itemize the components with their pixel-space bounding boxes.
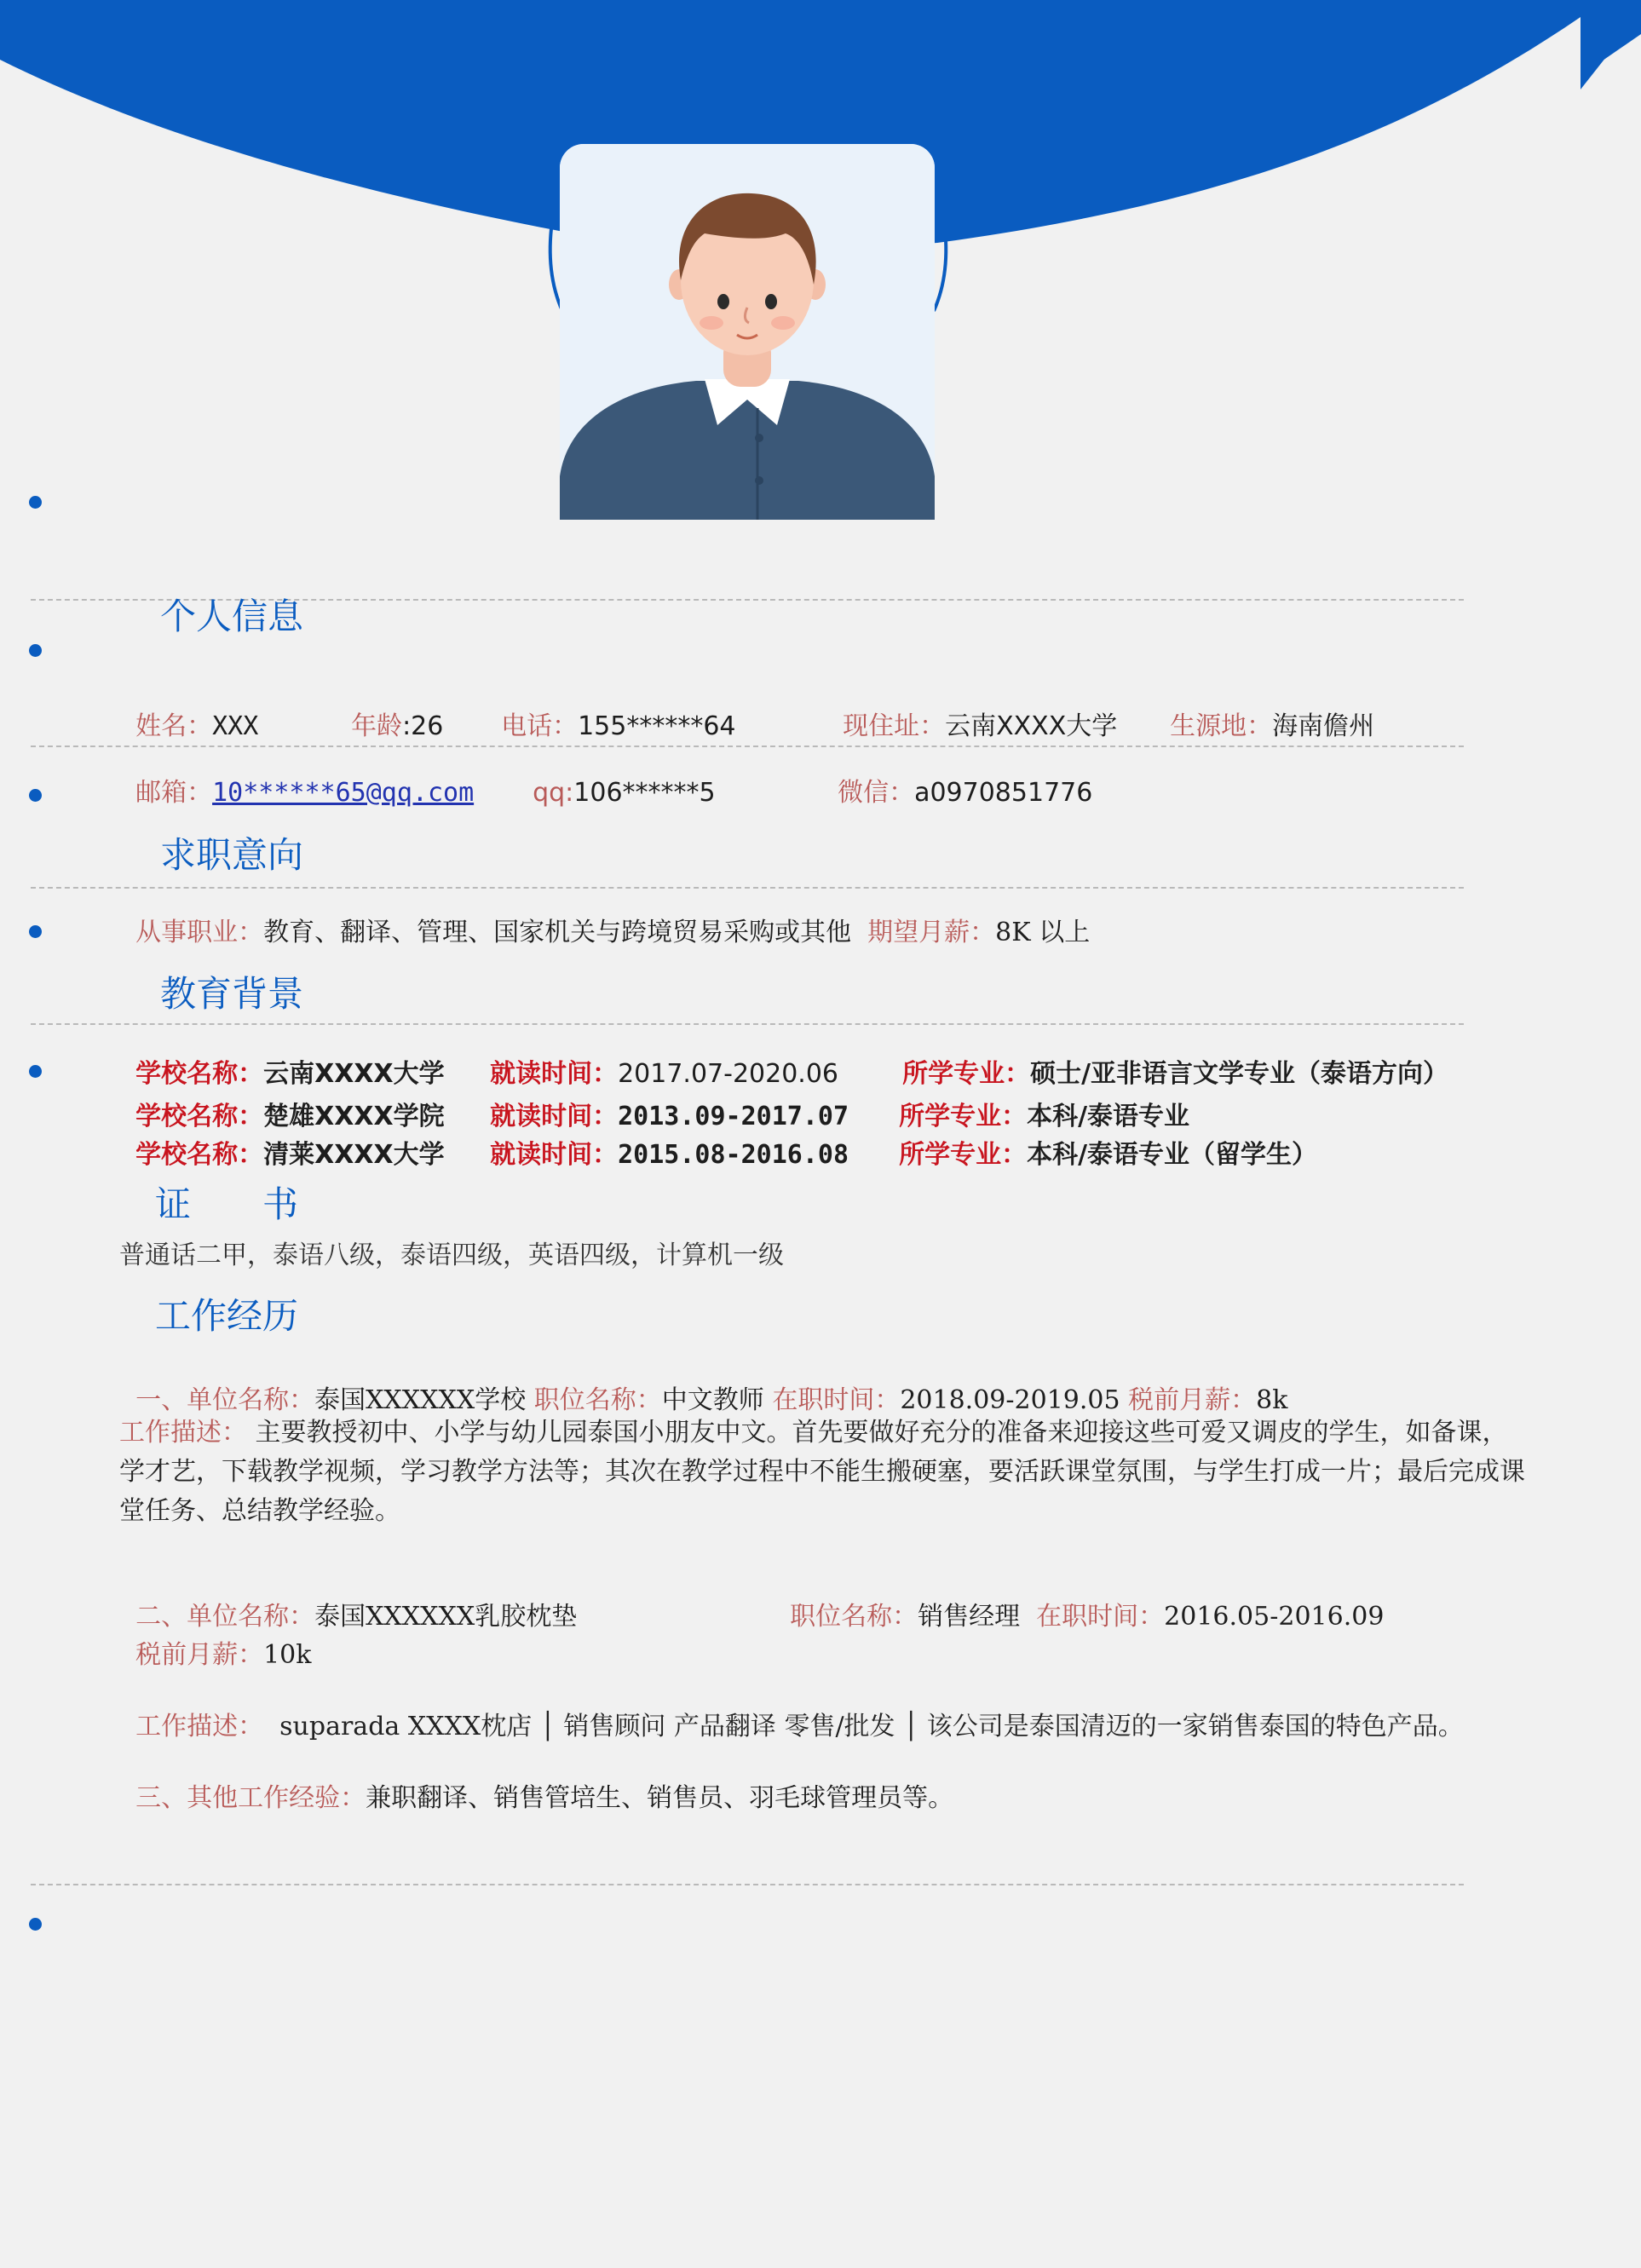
name-value: XXX	[212, 711, 259, 741]
section-title-education: 教育背景	[160, 973, 304, 1015]
salary-label: 税前月薪：	[1128, 1384, 1257, 1415]
unit-label: 单位名称：	[187, 1601, 315, 1632]
section-title-intent: 求职意向	[160, 834, 304, 876]
salary-value: 8K 以上	[995, 917, 1091, 947]
salary-label: 税前月薪：	[135, 1639, 264, 1670]
job3-text: 兼职翻译、销售管培生、销售员、羽毛球管理员等。	[366, 1782, 954, 1813]
certificates-text: 普通话二甲，泰语八级，泰语四级，英语四级，计算机一级	[119, 1240, 784, 1270]
job2-salary	[119, 1607, 311, 1671]
salary-label: 期望月薪：	[867, 917, 996, 947]
origin-label: 生源地：	[1170, 711, 1273, 741]
desc-text: 主要教授初中、小学与幼儿园泰国小朋友中文。首先要做好充分的准备来迎接这些可爱又调皮的学生，如备课，学才艺，下载教学视频，学习教学方法等；其次在教学过程中不能生搬硬塞，要活跃课堂氛围，与学生打成一片；最后完成课堂任务、总结教学经验。	[119, 1418, 1525, 1526]
divider	[31, 1884, 1464, 1885]
age-label: 年龄	[351, 711, 403, 741]
bullet-dot	[29, 789, 42, 802]
email-link[interactable]: 10******65@qq.com	[212, 777, 475, 808]
qq-label: qq:	[533, 777, 574, 808]
job2-prefix: 二、	[135, 1601, 187, 1632]
period-value: 2016.05-2016.09	[1164, 1601, 1385, 1632]
school-value: 云南XXXX大学	[263, 1058, 445, 1089]
personal-phone	[485, 678, 736, 742]
wechat-label: 微信：	[838, 777, 915, 808]
major-label: 所学专业：	[899, 1101, 1028, 1131]
bullet-dot	[29, 1065, 42, 1078]
major-value: 本科/泰语专业	[1027, 1101, 1190, 1131]
personal-qq	[516, 745, 716, 809]
personal-age	[335, 678, 443, 742]
salary-value: 10k	[263, 1639, 312, 1670]
intent-row	[119, 884, 1090, 948]
section-title-certificates: 证 书	[155, 1183, 299, 1225]
school-label: 学校名称：	[135, 1101, 264, 1131]
school-label: 学校名称：	[135, 1139, 264, 1170]
position-label: 职位名称：	[533, 1384, 662, 1415]
job3-prefix: 三、	[135, 1782, 187, 1813]
edu-row	[119, 1107, 445, 1171]
position-label: 职位名称：	[790, 1601, 918, 1632]
job2-description	[119, 1678, 1464, 1742]
personal-address	[826, 678, 1117, 742]
major-value: 本科/泰语专业（留学生）	[1027, 1139, 1318, 1170]
job-label: 从事职业：	[135, 917, 264, 947]
personal-email	[119, 745, 474, 809]
bullet-dot	[29, 925, 42, 938]
position-value: 中文教师	[661, 1384, 764, 1415]
profile-photo	[560, 144, 935, 520]
major-label: 所学专业：	[899, 1139, 1028, 1170]
job3-row	[119, 1750, 953, 1814]
personal-row-1	[119, 678, 258, 742]
job2-header-right	[774, 1569, 1384, 1632]
time-value: 2015.08-2016.08	[618, 1139, 849, 1170]
job-value: 教育、翻译、管理、国家机关与跨境贸易采购或其他	[263, 917, 852, 947]
personal-wechat	[821, 745, 1092, 809]
major-label: 所学专业：	[902, 1058, 1031, 1089]
time-value: 2017.07-2020.06	[618, 1058, 839, 1089]
time-value: 2013.09-2017.07	[618, 1101, 849, 1131]
unit-value: 泰国XXXXXX乳胶枕垫	[314, 1601, 578, 1632]
age-value: :26	[402, 711, 444, 741]
time-label: 就读时间：	[490, 1139, 619, 1170]
school-label: 学校名称：	[135, 1058, 264, 1089]
position-value: 销售经理	[918, 1601, 1021, 1632]
unit-value: 泰国XXXXXX学校	[314, 1384, 527, 1415]
name-label: 姓名：	[135, 711, 213, 741]
school-value: 清莱XXXX大学	[263, 1139, 445, 1170]
desc-text: suparada XXXX枕店 │ 销售顾问 产品翻译 零售/批发 │ 该公司是泰国清迈的一家销售泰国的特色产品。	[279, 1711, 1464, 1741]
bullet-dot	[29, 1918, 42, 1931]
edu-row	[474, 1107, 849, 1171]
period-label: 在职时间：	[772, 1384, 901, 1415]
edu-row	[883, 1107, 1317, 1171]
email-label: 邮箱：	[135, 777, 213, 808]
desc-label: 工作描述：	[135, 1711, 264, 1741]
school-value: 楚雄XXXX学院	[263, 1101, 445, 1131]
bullet-dot	[29, 496, 42, 509]
address-value: 云南XXXX大学	[945, 711, 1118, 741]
desc-label: 工作描述：	[119, 1418, 247, 1448]
divider	[31, 1023, 1464, 1025]
section-title-work: 工作经历	[155, 1295, 299, 1337]
job3-label: 其他工作经验：	[187, 1782, 366, 1813]
avatar-icon	[560, 144, 935, 520]
personal-origin	[1154, 678, 1374, 742]
period-value: 2018.09-2019.05	[900, 1384, 1120, 1415]
origin-value: 海南儋州	[1272, 711, 1375, 741]
time-label: 就读时间：	[490, 1101, 619, 1131]
time-label: 就读时间：	[490, 1058, 619, 1089]
job1-description	[119, 1413, 1529, 1531]
period-label: 在职时间：	[1036, 1601, 1165, 1632]
major-value: 硕士/亚非语言文学专业（泰语方向）	[1030, 1058, 1449, 1089]
qq-value: 106******5	[573, 777, 716, 808]
job1-header	[119, 1352, 1287, 1416]
bullet-dot	[29, 644, 42, 657]
job1-prefix: 一、	[135, 1384, 187, 1415]
section-title-personal: 个人信息	[160, 596, 304, 637]
wechat-value: a0970851776	[914, 777, 1093, 808]
phone-value: 155******64	[578, 711, 736, 741]
unit-label: 单位名称：	[187, 1384, 315, 1415]
phone-label: 电话：	[501, 711, 579, 741]
address-label: 现住址：	[843, 711, 946, 741]
salary-value: 8k	[1256, 1384, 1288, 1415]
